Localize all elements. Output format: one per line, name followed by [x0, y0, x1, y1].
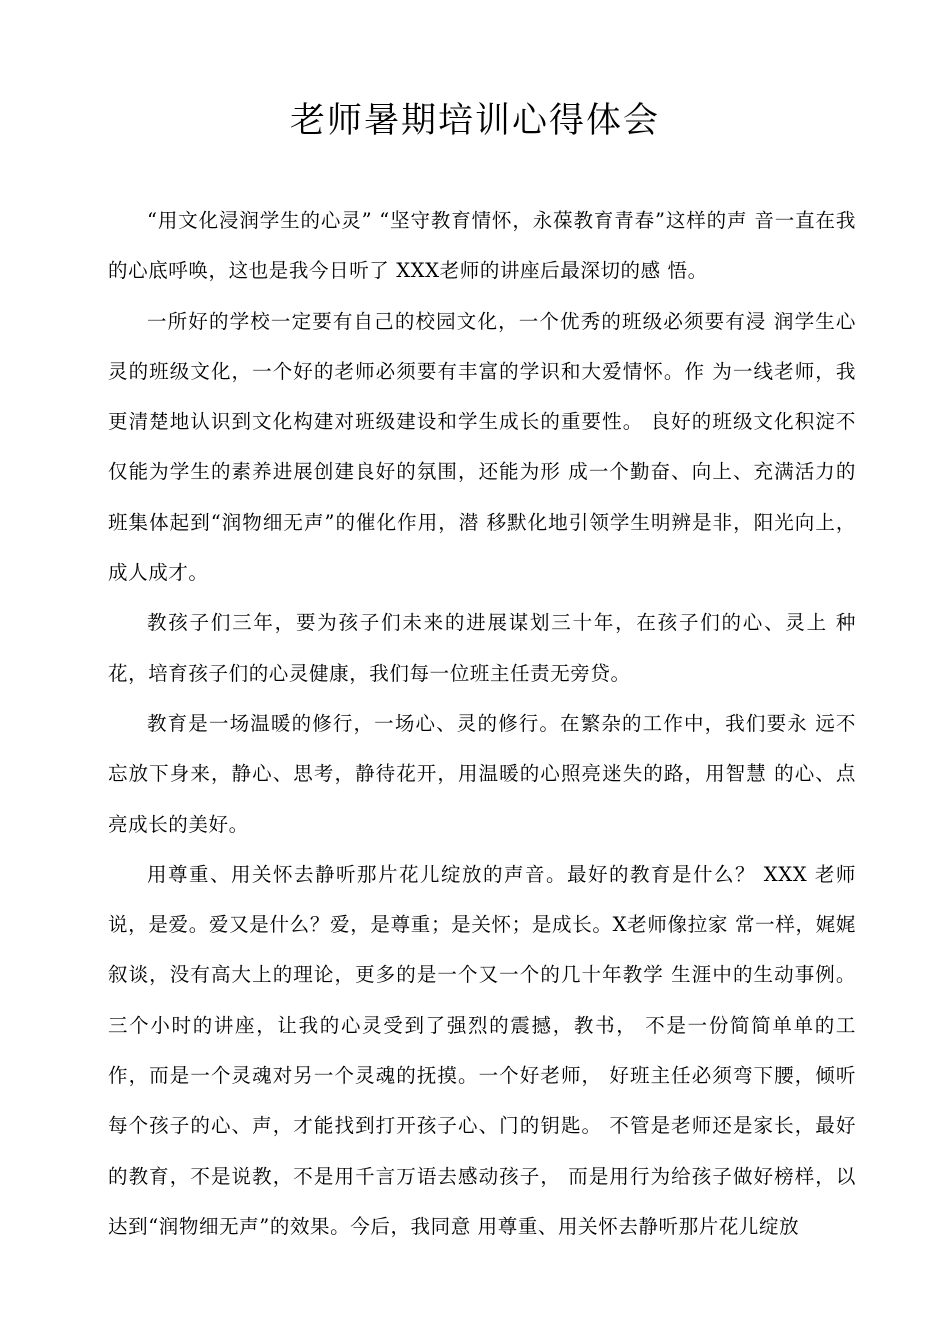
paragraph-5: 用尊重、用关怀去静听那片花儿绽放的声音。最好的教育是什么？ XXX 老师说，是爱。爱又是什么？爱，是尊重；是关怀；是成长。X老师像拉家 常一样，娓娓叙谈，没有高大上的理论，更多的是一个又一个的几十年教学 生涯中的生动事例。三个小时的讲座，让我的心灵受到了强烈的震撼，教书， 不是一份简简单单的工作，而是一个灵魂对另一个灵魂的抚摸。一个好老师， 好班主任必须弯下腰，倾听每个孩子的心、声，才能找到打开孩子心、门的钥匙。 不管是老师还是家长，最好的教育，不是说教，不是用千言万语去感动孩子， 而是用行为给孩子做好榜样，以达到“润物细无声”的效果。今后，我同意 用尊重、用关怀去静听那片花儿绽放 [108, 862, 856, 1238]
paragraph-3: 教孩子们三年，要为孩子们未来的进展谋划三十年，在孩子们的心、灵上 种花，培育孩子们的心灵健康，我们每一位班主任责无旁贷。 [108, 611, 856, 685]
paragraph-2: 一所好的学校一定要有自己的校园文化，一个优秀的班级必须要有浸 润学生心灵的班级文化，一个好的老师必须要有丰富的学识和大爱情怀。作 为一线老师，我更清楚地认识到文化构建对班级建设和学生成长的重要性。 良好的班级文化积淀不仅能为学生的素养进展创建良好的氛围，还能为形 成一个勤奋、向上、充满活力的班集体起到“润物细无声”的催化作用，潜 移默化地引领学生明辨是非，阳光向上，成人成才。 [108, 309, 856, 585]
document-body [108, 196, 856, 1252]
document-title: 老师暑期培训心得体会 [289, 101, 660, 141]
paragraph-4: 教育是一场温暖的修行，一场心、灵的修行。在繁杂的工作中，我们要永 远不忘放下身来，静心、思考，静待花开，用温暖的心照亮迷失的路，用智慧 的心、点亮成长的美好。 [108, 711, 856, 836]
paragraph-1: “用文化浸润学生的心灵” “坚守教育情怀，永葆教育青春”这样的声 音一直在我的心底呼唤，这也是我今日听了 XXX老师的讲座后最深切的感 悟。 [108, 209, 856, 283]
